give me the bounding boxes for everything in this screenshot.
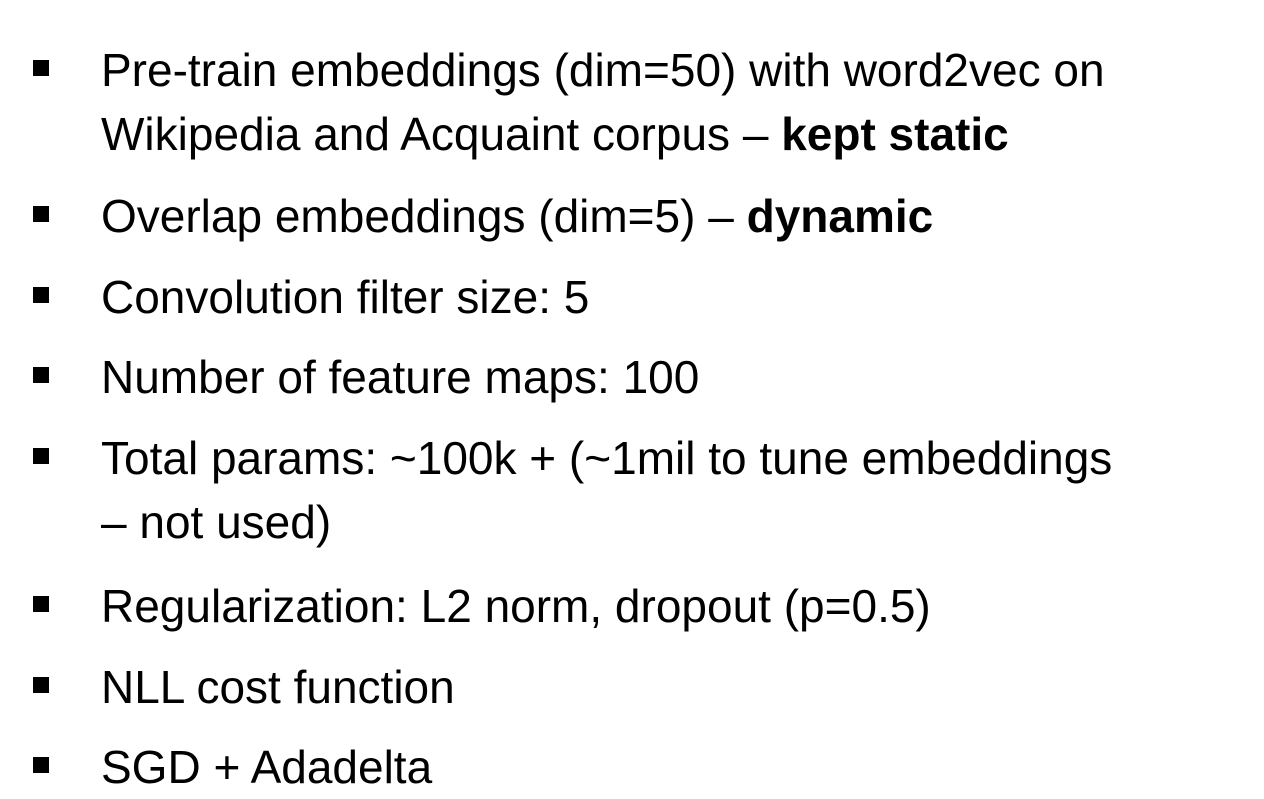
bullet-marker	[33, 60, 49, 76]
bullet-marker	[33, 757, 49, 773]
list-item-line-prefix: Overlap embeddings (dim=5) –	[101, 190, 747, 242]
list-item-emphasis: kept static	[781, 108, 1009, 160]
list-item-text: Regularization: L2 norm, dropout (p=0.5)	[101, 580, 931, 632]
bullet-marker	[33, 448, 49, 464]
list-item-text: Convolution filter size: 5	[101, 271, 590, 323]
bullet-marker	[33, 677, 49, 693]
list-item-text	[101, 184, 1251, 248]
list-item-text: SGD + Adadelta	[101, 741, 433, 793]
list-item-line: Pre-train embeddings (dim=50) with word2vec on	[101, 44, 1105, 96]
bullet-marker	[33, 596, 49, 612]
list-item-text	[101, 38, 1251, 166]
list-item-text: NLL cost function	[101, 661, 455, 713]
list-item-line	[101, 102, 1251, 166]
list-item-text: Number of feature maps: 100	[101, 351, 700, 403]
bullet-marker	[33, 206, 49, 222]
list-item-emphasis: dynamic	[746, 190, 934, 242]
list-item-line-prefix: Wikipedia and Acquaint corpus –	[101, 108, 782, 160]
list-item-line: – not used)	[101, 496, 332, 548]
list-item-text	[101, 426, 1251, 554]
list-item-line: Total params: ~100k + (~1mil to tune embeddings	[101, 432, 1113, 484]
bullet-marker	[33, 367, 49, 383]
bullet-marker	[33, 287, 49, 303]
